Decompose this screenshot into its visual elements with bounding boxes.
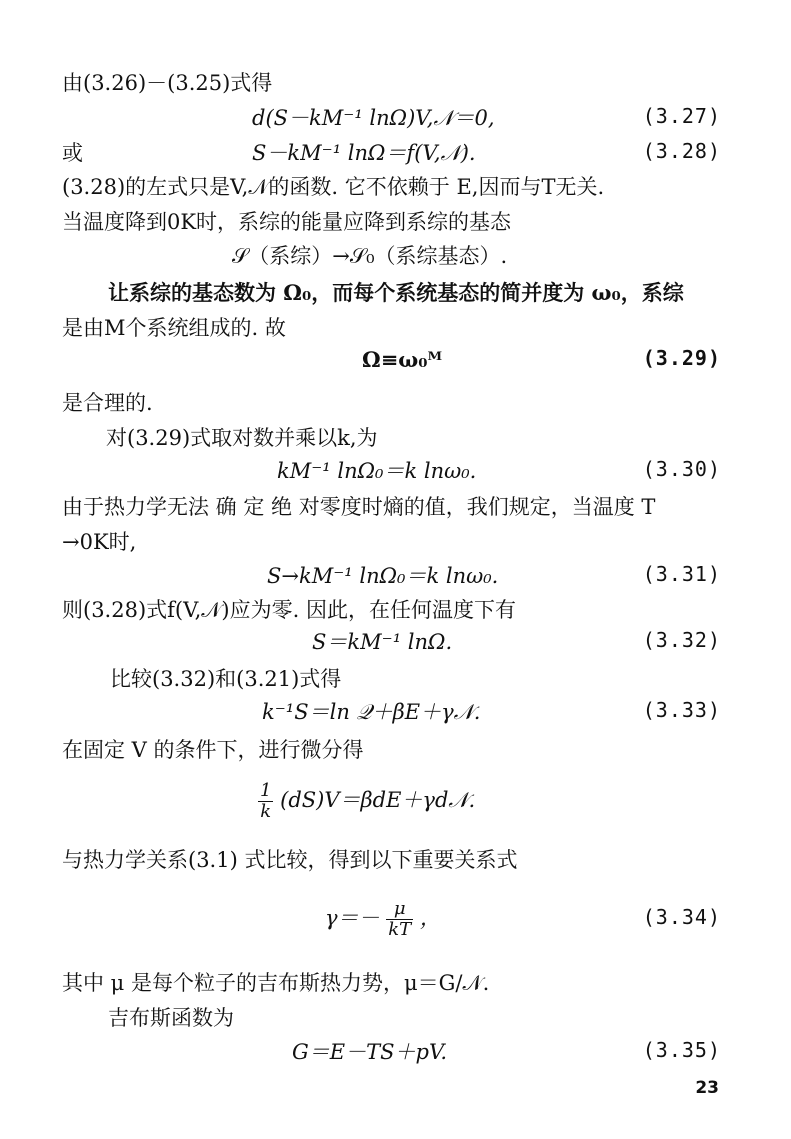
equation-number-3-30: (3.30) [642,457,721,481]
text-line-15: 其中 μ 是每个粒子的吉布斯热力势，μ＝G/𝒩. [62,971,490,995]
text-line-7: 是合理的. [62,391,153,415]
text-line-10: →0K时, [62,530,137,554]
equation-3-34-tail: ， [419,906,441,930]
fraction-denominator: kT [388,919,412,940]
equation-number-3-35: (3.35) [642,1038,721,1062]
fraction-mu-over-kt [386,899,413,940]
equation-3-35: G＝E－TS＋pV. [292,1040,448,1064]
equation-number-3-27: (3.27) [642,104,721,128]
equation-3-34-left: γ＝－ [325,906,380,930]
equation-differential [258,780,475,822]
equation-3-33: k⁻¹S＝ln 𝒬＋βE＋γ𝒩. [262,700,481,724]
page-number: 23 [695,1078,719,1098]
text-line-4: 𝒮（系综）→𝒮₀（系综基态）. [232,244,508,268]
fraction-one-over-k [258,781,273,822]
fraction-numerator: 1 [260,780,272,801]
text-line-5: 让系综的基态数为 Ω₀，而每个系统基态的简并度为 ω₀，系综 [108,280,684,305]
text-line-14: 与热力学关系(3.1) 式比较，得到以下重要关系式 [62,848,518,872]
equation-3-28: S－kM⁻¹ lnΩ＝f(V,𝒩). [252,141,476,165]
fraction-numerator: μ [386,899,413,920]
equation-number-3-28: (3.28) [642,139,721,163]
text-line-1: 由(3.26)－(3.25)式得 [62,71,273,95]
equation-3-34 [325,898,441,940]
equation-number-3-31: (3.31) [642,562,721,586]
equation-number-3-34: (3.34) [642,905,721,929]
equation-3-32: S＝kM⁻¹ lnΩ. [312,630,453,654]
equation-number-3-32: (3.32) [642,628,721,652]
equation-3-27: d(S－kM⁻¹ lnΩ)V,𝒩＝0, [252,106,495,130]
equation-3-31: S→kM⁻¹ lnΩ₀＝k lnω₀. [267,564,499,588]
text-line-9: 由于热力学无法 确 定 绝 对零度时熵的值，我们规定，当温度 T [62,495,656,519]
text-line-12: 比较(3.32)和(3.21)式得 [110,667,342,691]
text-line-13: 在固定 V 的条件下，进行微分得 [62,738,364,762]
text-line-3: 当温度降到0K时，系综的能量应降到系综的基态 [62,210,512,234]
equation-3-30: kM⁻¹ lnΩ₀＝k lnω₀. [277,459,477,483]
text-line-16: 吉布斯函数为 [108,1006,234,1030]
text-line-8: 对(3.29)式取对数并乘以k,为 [106,426,378,450]
equation-number-3-29: (3.29) [642,346,721,370]
text-line-6: 是由M个系统组成的. 故 [62,316,286,340]
text-line-11: 则(3.28)式f(V,𝒩)应为零. 因此，在任何温度下有 [62,598,516,622]
text-line-2: (3.28)的左式只是V,𝒩的函数. 它不依赖于 E,因而与T无关. [62,175,605,199]
equation-3-29: Ω≡ω₀ᴹ [362,347,443,372]
text-or: 或 [62,141,83,165]
fraction-denominator: k [260,801,272,822]
equation-number-3-33: (3.33) [642,698,721,722]
equation-differential-rest: (dS)V＝βdE＋γd𝒩. [280,788,476,812]
